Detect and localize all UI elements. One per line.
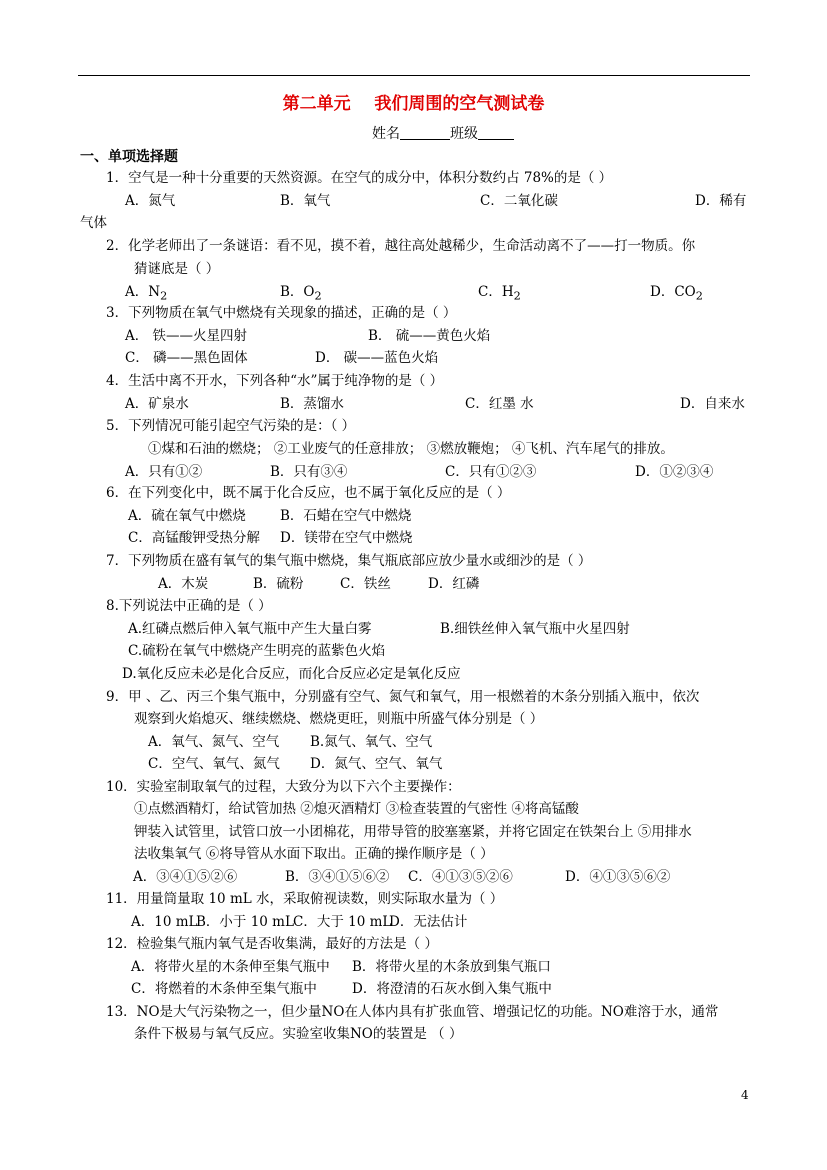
option-5b: B．只有③④ (270, 464, 348, 480)
option-4b: B．蒸馏水 (280, 396, 344, 412)
question-3-stem: 3．下列物质在氧气中燃烧有关现象的描述，正确的是（ ） (106, 305, 457, 321)
question-10-steps-line1: ①点燃酒精灯，给试管加热 ②熄灭酒精灯 ③检查装置的气密性 ④将高锰酸 (134, 801, 579, 817)
option-6c: C．高锰酸钾受热分解 (128, 530, 260, 546)
option-9b: B.氮气、氧气、空气 (310, 734, 433, 750)
question-2-stem: 2．化学老师出了一条谜语：看不见，摸不着，越往高处越稀少，生命活动离不了——打一物质。你 (106, 238, 696, 254)
option-3a: A． 铁——火星四射 (125, 328, 248, 344)
option-10b: B．③④①⑤⑥② (285, 869, 390, 885)
question-11-stem: 11．用量筒量取 10 mL 水，采取俯视读数，则实际取水量为（ ） (106, 891, 504, 907)
option-9c: C．空气、氧气、氮气 (148, 756, 280, 772)
option-1b: B．氧气 (280, 193, 331, 209)
question-5-stem: 5．下列情况可能引起空气污染的是：（ ） (106, 418, 356, 434)
option-10a: A．③④①⑤②⑥ (133, 869, 238, 885)
option-11a: A．10 mL (131, 914, 198, 930)
option-8d: D.氧化反应未必是化合反应，而化合反应必定是氧化反应 (122, 666, 461, 682)
option-5a: A．只有①② (125, 464, 203, 480)
option-7c: C．铁丝 (340, 576, 391, 592)
question-4-stem: 4．生活中离不开水，下列各种“水”属于纯净物的是（ ） (106, 373, 444, 389)
option-2b: B．$O_2$ (280, 284, 322, 303)
question-13-stem: 13．NO是大气污染物之一，但少量NO在人体内具有扩张血管、增强记忆的功能。NO难溶于水，通常 (106, 1004, 719, 1020)
header-rule (78, 75, 750, 76)
option-12d: D．将澄清的石灰水倒入集气瓶中 (352, 981, 552, 997)
option-4d: D．自来水 (680, 396, 745, 412)
option-2a: A．$N_2$ (125, 284, 168, 303)
question-13-stem-line2: 条件下极易与氧气反应。实验室收集NO的装置是 （ ） (134, 1026, 463, 1042)
option-1d-tail: 气体 (80, 215, 107, 231)
option-3d: D． 碳——蓝色火焰 (315, 350, 439, 366)
question-2-stem-line2: 猜谜底是（ ） (134, 261, 220, 277)
option-2c: C．$H_2$ (478, 284, 521, 303)
question-10-steps-line2: 钾装入试管里，试管口放一小团棉花，用带导管的胶塞塞紧，并将它固定在铁架台上 ⑤用排水 (134, 824, 692, 840)
option-5d: D．①②③④ (635, 464, 714, 480)
option-6a: A．硫在氧气中燃烧 (128, 508, 246, 524)
option-1d: D．稀有 (695, 193, 747, 209)
option-12b: B．将带火星的木条放到集气瓶口 (352, 959, 551, 975)
option-3b: B． 硫——黄色火焰 (368, 328, 491, 344)
question-8-stem: 8.下列说法中正确的是（ ） (106, 598, 272, 614)
question-1-stem: 1．空气是一种十分重要的天然资源。在空气的成分中，体积分数约占 78%的是（ ） (106, 170, 613, 186)
option-3c: C． 磷——黑色固体 (125, 350, 248, 366)
option-5c: C．只有①②③ (445, 464, 537, 480)
option-6b: B．石蜡在空气中燃烧 (280, 508, 412, 524)
name-class-row (372, 123, 514, 143)
question-9-stem-line2: 观察到火焰熄灭、继续燃烧、燃烧更旺，则瓶中所盛气体分别是（ ） (134, 711, 544, 727)
page-number: 4 (741, 1088, 749, 1102)
name-label: 姓名 (372, 126, 400, 142)
option-9a: A．氧气、氮气、空气 (148, 734, 280, 750)
option-10d: D．④①③⑤⑥② (565, 869, 671, 885)
question-7-stem: 7．下列物质在盛有氧气的集气瓶中燃烧，集气瓶底部应放少量水或细沙的是（ ） (106, 553, 592, 569)
option-7a: A．木炭 (158, 576, 209, 592)
question-10-stem: 10．实验室制取氧气的过程，大致分为以下六个主要操作： (106, 779, 461, 795)
option-2d: D．$CO_2$ (650, 284, 703, 303)
option-1a: A．氮气 (125, 193, 176, 209)
option-7d: D．红磷 (428, 576, 480, 592)
option-8a: A.红磷点燃后伸入氧气瓶中产生大量白雾 (128, 621, 372, 637)
class-blank (478, 125, 514, 140)
option-7b: B．硫粉 (253, 576, 304, 592)
option-11c: C．大于 10 mL (293, 914, 392, 930)
page-title: 第二单元 我们周围的空气测试卷 (282, 94, 545, 114)
option-4c: C．红墨 水 (465, 396, 534, 412)
class-label: 班级 (450, 126, 478, 142)
option-4a: A．矿泉水 (125, 396, 189, 412)
section-title: 一、单项选择题 (80, 149, 178, 165)
option-6d: D．镁带在空气中燃烧 (280, 530, 413, 546)
question-9-stem: 9．甲 、乙、丙三个集气瓶中，分别盛有空气、氮气和氧气，用一根燃着的木条分别插入瓶中，依次 (106, 689, 700, 705)
option-11d: D．无法估计 (389, 914, 468, 930)
option-8b: B.细铁丝伸入氧气瓶中火星四射 (440, 621, 630, 637)
option-12c: C．将燃着的木条伸至集气瓶中 (131, 981, 317, 997)
question-6-stem: 6．在下列变化中，既不属于化合反应，也不属于氧化反应的是（ ） (106, 485, 511, 501)
option-1c: C．二氧化碳 (480, 193, 558, 209)
option-11b: B．小于 10 mL (196, 914, 294, 930)
option-10c: C．④①③⑤②⑥ (408, 869, 513, 885)
name-blank (400, 125, 450, 140)
question-12-stem: 12．检验集气瓶内氧气是否收集满，最好的方法是（ ） (106, 936, 438, 952)
option-12a: A．将带火星的木条伸至集气瓶中 (131, 959, 330, 975)
option-9d: D．氮气、空气、氧气 (310, 756, 443, 772)
question-10-steps-line3: 法收集氧气 ⑥将导管从水面下取出。正确的操作顺序是（ ） (134, 846, 494, 862)
option-8c: C.硫粉在氧气中燃烧产生明亮的蓝紫色火焰 (128, 643, 386, 659)
question-5-items: ①煤和石油的燃烧； ②工业废气的任意排放； ③燃放鞭炮； ④飞机、汽车尾气的排放。 (148, 441, 674, 457)
